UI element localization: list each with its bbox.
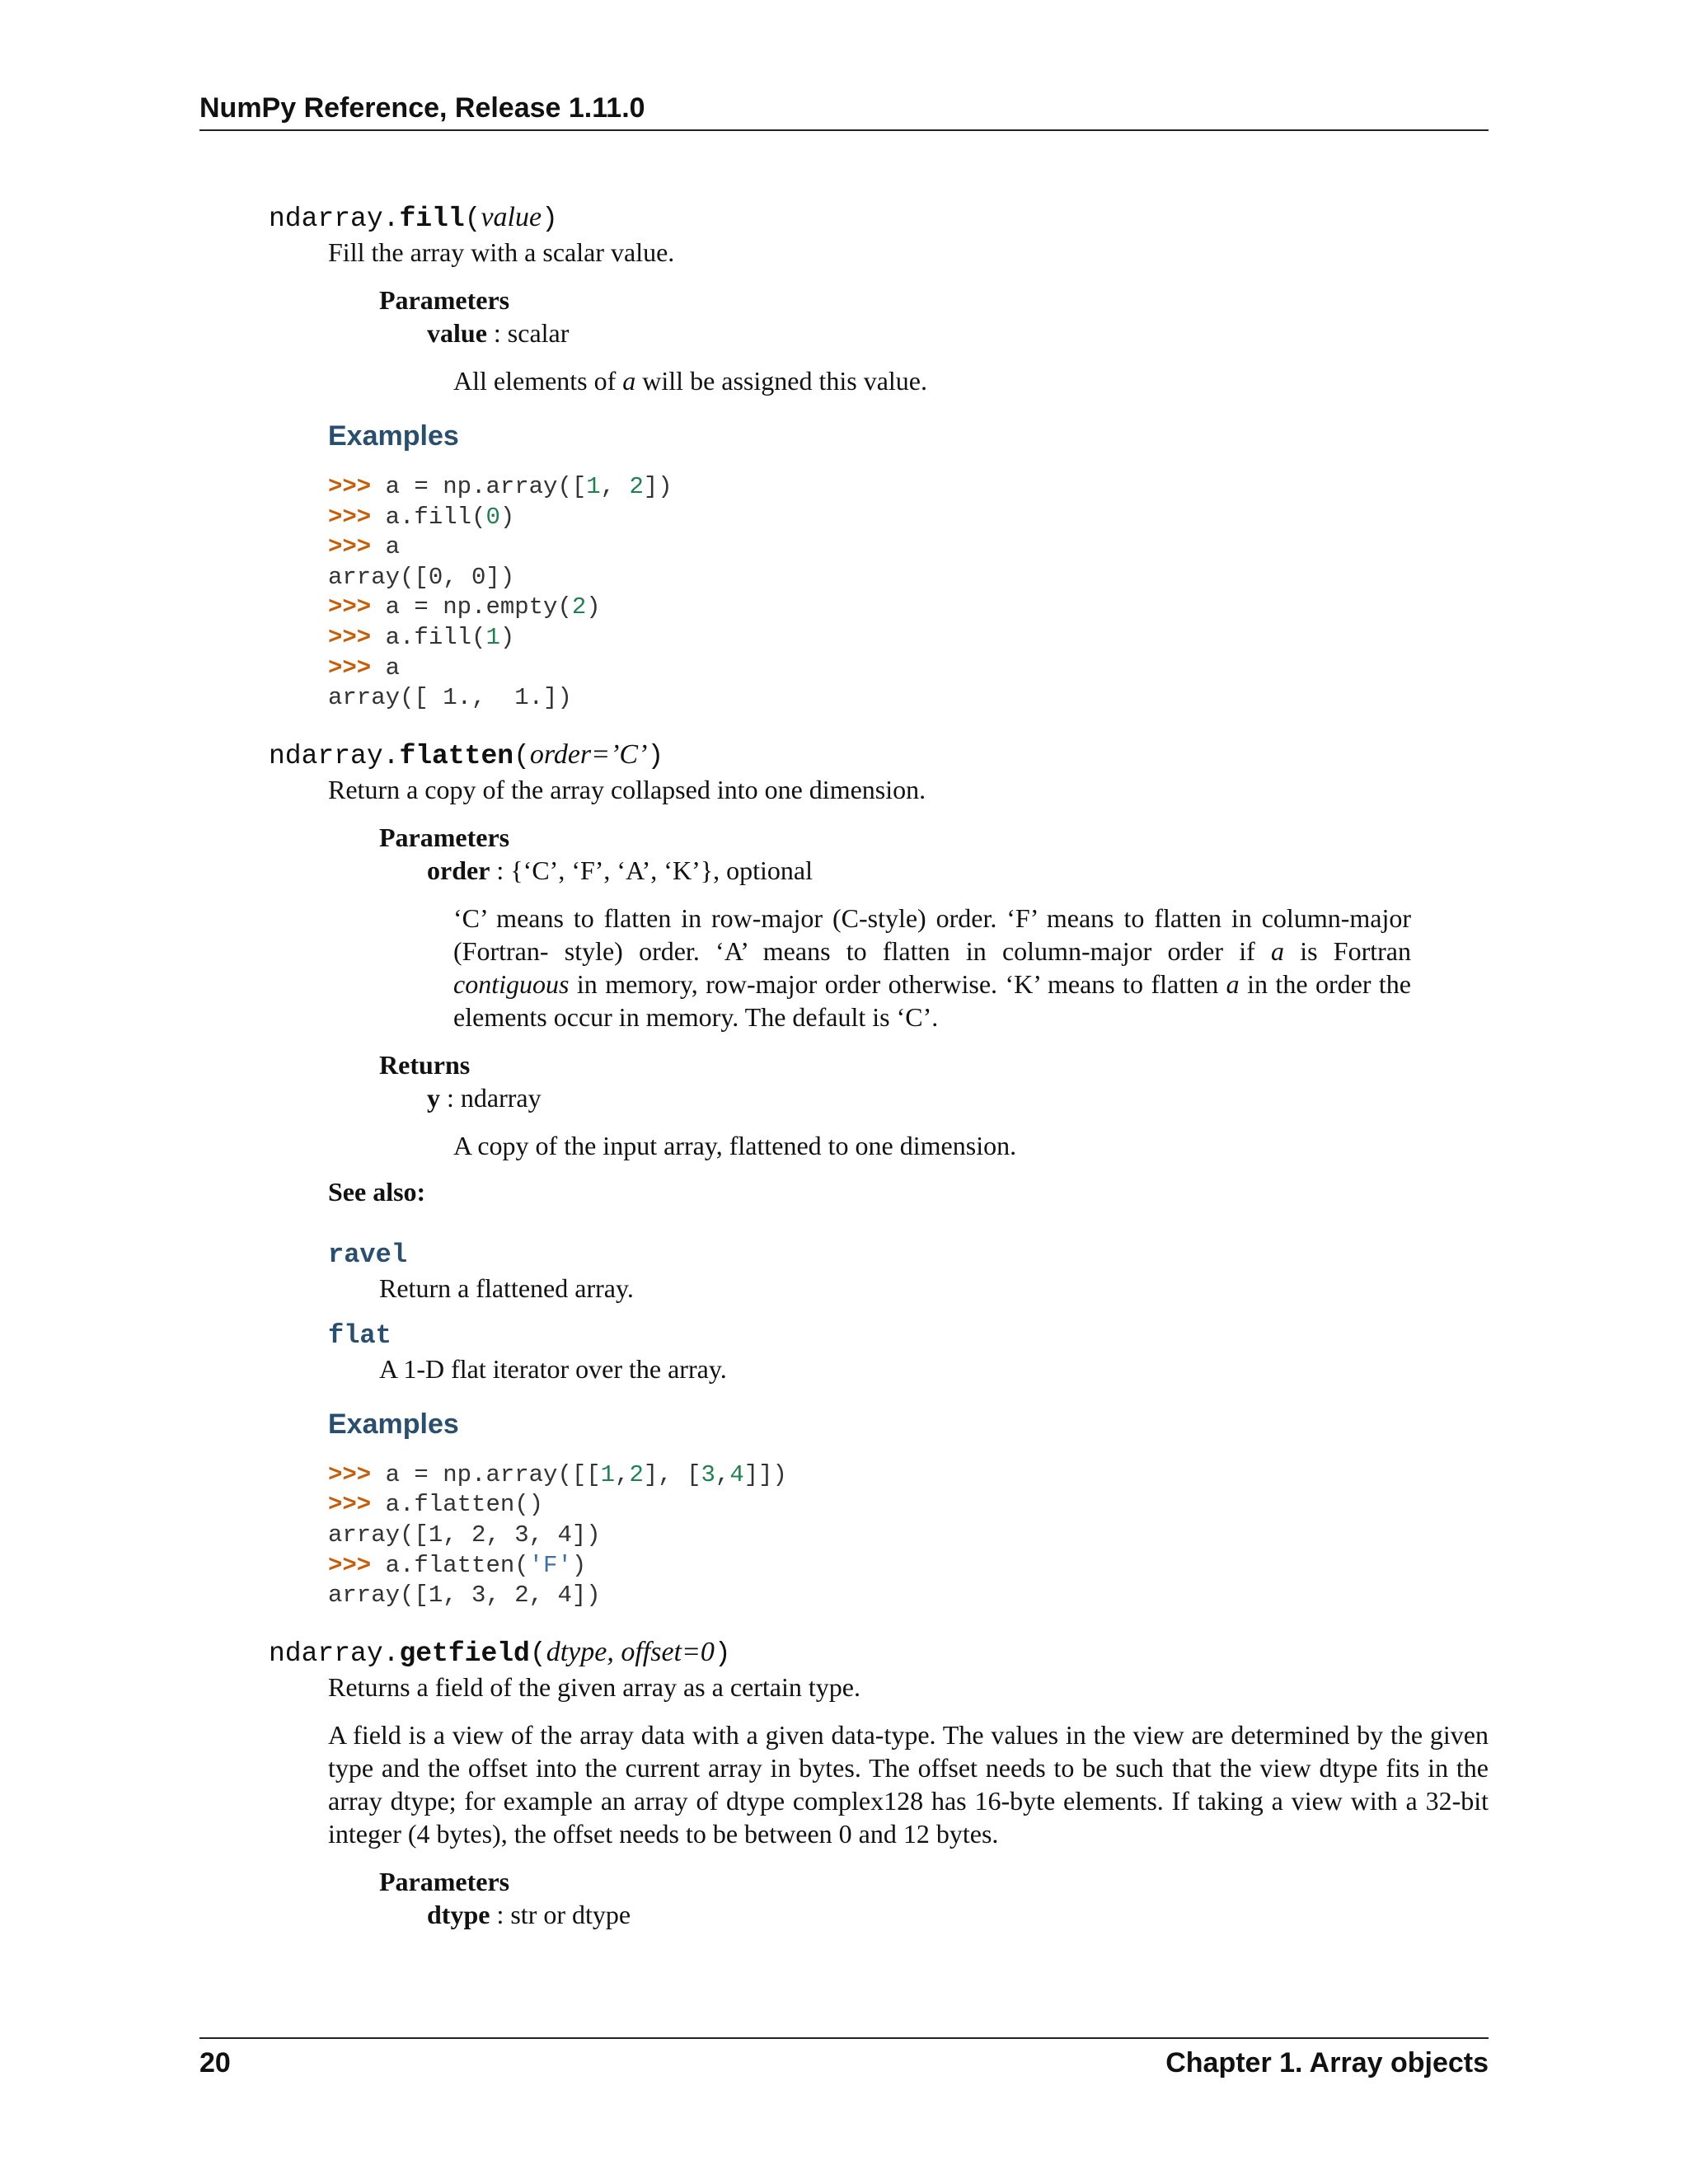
fill-examples-heading: Examples <box>328 420 459 452</box>
fill-params-title: Parameters <box>379 285 510 315</box>
code-output: array([0, 0]) <box>328 563 515 591</box>
code-output: array([1, 3, 2, 4]) <box>328 1582 601 1610</box>
see-also-flat-link[interactable]: flat <box>328 1319 392 1351</box>
flatten-summary: Return a copy of the array collapsed into one dimension. <box>328 774 926 804</box>
running-footer <box>199 2037 1489 2079</box>
getfield-args: dtype, offset=0 <box>546 1636 715 1667</box>
flatten-returns-title: Returns <box>379 1049 471 1080</box>
fill-summary: Fill the array with a scalar value. <box>328 237 675 267</box>
fill-signature: ndarray.fill(value) <box>269 202 558 234</box>
flatten-return: y : ndarray <box>427 1082 542 1113</box>
fill-name: fill <box>399 204 465 234</box>
running-header: NumPy Reference, Release 1.11.0 <box>199 92 1489 131</box>
code-line: >>> a.fill(1) <box>328 623 515 651</box>
flatten-example-code <box>328 1460 1489 1611</box>
getfield-description: A field is a view of the array data with a given data-type. The values in the view are determined by the given type and the offset into the current array in bytes. The offset needs to be such that the view dtype fits in the array dtype; for example an array of dtype complex128 has 16-byte elements. If taking a view with a 32-bit integer (4 bytes), the offset needs to be between 0 and 12 bytes. <box>328 1719 1489 1849</box>
code-line: >>> a = np.empty(2) <box>328 593 601 621</box>
getfield-signature: ndarray.getfield(dtype, offset=0) <box>269 1636 731 1669</box>
see-also-ravel-link[interactable]: ravel <box>328 1239 408 1270</box>
code-output: array([1, 2, 3, 4]) <box>328 1521 601 1549</box>
fill-param: value : scalar <box>427 318 570 348</box>
page-content <box>269 201 1489 1931</box>
see-also-heading: See also: <box>328 1176 426 1207</box>
code-line: >>> a.flatten('F') <box>328 1551 587 1579</box>
getfield-prefix: ndarray. <box>269 1638 400 1669</box>
code-line: >>> a = np.array([1, 2]) <box>328 473 673 500</box>
getfield-summary: Returns a field of the given array as a certain type. <box>328 1671 860 1702</box>
flatten-return-desc: A copy of the input array, flattened to one dimension. <box>453 1130 1017 1160</box>
flatten-param: order : {‘C’, ‘F’, ‘A’, ‘K’}, optional <box>427 855 813 885</box>
flatten-body <box>328 773 1489 1611</box>
flatten-params-title: Parameters <box>379 822 510 852</box>
getfield-param: dtype : str or dtype <box>427 1899 631 1929</box>
fill-prefix: ndarray. <box>269 204 400 234</box>
flatten-args: order=’C’ <box>529 738 648 770</box>
fill-args: value <box>481 202 542 232</box>
see-also-ravel-desc: Return a flattened array. <box>379 1272 634 1303</box>
code-line: >>> a <box>328 654 401 682</box>
getfield-name: getfield <box>399 1638 530 1669</box>
code-line: >>> a.flatten() <box>328 1491 544 1519</box>
getfield-params-title: Parameters <box>379 1866 510 1896</box>
flatten-signature: ndarray.flatten(order=’C’) <box>269 738 664 771</box>
code-output: array([ 1., 1.]) <box>328 684 572 712</box>
flatten-prefix: ndarray. <box>269 740 400 771</box>
code-line: >>> a <box>328 533 401 561</box>
chapter-title: Chapter 1. Array objects <box>1165 2047 1489 2079</box>
fill-body <box>328 236 1489 714</box>
code-line: >>> a.fill(0) <box>328 503 515 531</box>
code-line: >>> a = np.array([[1,2], [3,4]]) <box>328 1460 787 1488</box>
flatten-examples-heading: Examples <box>328 1408 459 1440</box>
fill-example-code <box>328 472 1489 714</box>
getfield-body <box>328 1671 1489 1931</box>
fill-param-desc: All elements of a will be assigned this value. <box>453 366 927 396</box>
see-also-flat-desc: A 1-D flat iterator over the array. <box>379 1353 727 1384</box>
flatten-param-desc: ‘C’ means to flatten in row-major (C-style) order. ‘F’ means to flatten in column-major (Fortran- style) order. ‘A’ means to flatten in column-major order if a is Fortran contiguous in memory, row-major order otherwise. ‘K’ means to flatten a in the order the elements occur in memory. The default is ‘C’. <box>453 902 1412 1032</box>
page-number: 20 <box>199 2047 231 2079</box>
flatten-name: flatten <box>399 740 514 771</box>
